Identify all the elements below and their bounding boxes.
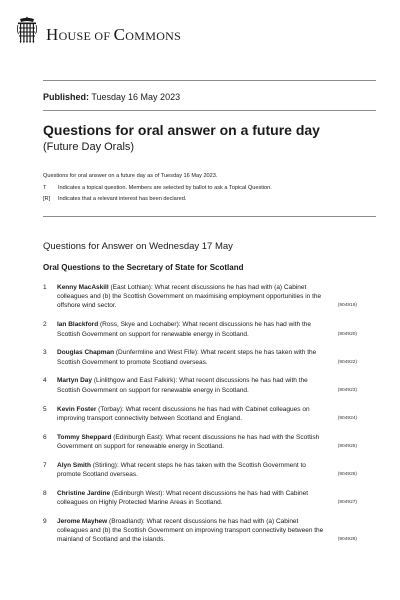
intro-notes	[43, 171, 376, 206]
member-name: Alyn Smith	[57, 461, 91, 469]
published-label: Published:	[43, 92, 90, 102]
question-item	[43, 376, 357, 394]
question-ref: (904923)	[337, 387, 357, 393]
question-text: What recent discussions he has had with the Scottish Government on support for renewable energy in Scotland.	[57, 433, 320, 450]
topical-note	[43, 183, 376, 195]
department-heading: Oral Questions to the Secretary of State for Scotland	[43, 263, 244, 272]
question-number: 9	[43, 517, 47, 525]
question-ref: (904927)	[337, 500, 357, 506]
house-of-commons-title	[46, 25, 181, 45]
question-text: What recent discussions he has had with the Scottish Government on support for renewable energy in Scotland.	[57, 321, 312, 338]
member-name: Christine Jardine	[57, 489, 111, 497]
question-item	[43, 461, 357, 479]
question-item	[43, 405, 357, 423]
commons-first-letter: C	[113, 25, 126, 44]
question-ref: (904919)	[337, 303, 357, 309]
intro-line: Questions for oral answer on a future day as of Tuesday 16 May 2023.	[43, 173, 218, 179]
portcullis-icon	[17, 16, 37, 44]
member-name: Tommy Sheppard	[57, 433, 112, 441]
question-ref: (904924)	[337, 415, 357, 421]
member-name: Kevin Foster	[57, 405, 97, 413]
question-number: 2	[43, 321, 47, 329]
question-ref: (904926)	[337, 471, 357, 477]
member-name: Martyn Day	[57, 377, 93, 385]
house-first-letter: H	[46, 25, 59, 44]
house-rest: OUSE OF	[58, 29, 114, 43]
question-number: 7	[43, 461, 47, 469]
question-item	[43, 283, 357, 311]
question-text: What recent discussions he has had with (a) Cabinet colleagues and (b) the Scottish Government on improving transport connectivity between the mainland of Scotland and the islands.	[57, 517, 324, 544]
question-text: What recent discussions he has had with Cabinet colleagues on improving transport connectivity between Scotland and England.	[57, 405, 310, 422]
question-ref: (904928)	[337, 537, 357, 543]
constituency: (Edinburgh East):	[111, 433, 166, 441]
constituency: (East Lothian):	[108, 284, 155, 291]
question-number: 6	[43, 433, 47, 441]
question-number: 4	[43, 377, 47, 385]
question-item	[43, 348, 357, 366]
question-ref: (904922)	[337, 359, 357, 365]
constituency: (Torbay):	[96, 405, 126, 413]
question-item	[43, 517, 357, 545]
questions-list	[43, 283, 357, 554]
divider-intro	[43, 216, 376, 217]
interest-key: [R]	[43, 196, 51, 202]
divider-published	[43, 110, 376, 111]
interest-note	[43, 194, 376, 206]
question-number: 8	[43, 489, 47, 497]
question-item	[43, 433, 357, 451]
commons-rest: OMMONS	[125, 29, 182, 43]
question-number: 5	[43, 405, 47, 413]
constituency: (Broadland):	[107, 517, 147, 525]
member-name: Douglas Chapman	[57, 349, 115, 357]
question-ref: (904925)	[337, 443, 357, 449]
constituency: (Linlithgow and East Falkirk):	[92, 377, 180, 385]
constituency: (Dunfermline and West Fife):	[114, 349, 201, 357]
constituency: (Ross, Skye and Lochaber):	[98, 321, 183, 329]
topical-key: T	[43, 184, 47, 191]
member-name: Jerome Mayhew	[57, 517, 108, 525]
constituency: (Stirling):	[90, 461, 121, 469]
question-text: What recent discussions he has had with (a) Cabinet colleagues and (b) the Scottish Government on maximising employment opportunities in the offshore wind sector.	[57, 284, 322, 310]
topical-text: Indicates a topical question. Members are selected by ballot to ask a Topical Question.	[58, 184, 272, 191]
constituency: (Edinburgh West):	[110, 489, 166, 497]
interest-text: Indicates that a relevant interest has been declared.	[58, 196, 187, 202]
question-item	[43, 489, 357, 507]
question-text: What recent discussions he has had with the Scottish Government on support for renewable energy in Scotland.	[57, 377, 308, 394]
published-line	[43, 92, 180, 102]
question-ref: (904920)	[337, 331, 357, 337]
page-title: Questions for oral answer on a future day	[43, 122, 320, 138]
page-header	[17, 16, 383, 56]
question-number: 3	[43, 349, 47, 357]
question-text: What recent discussions he has had with Cabinet colleagues on Highly Protected Marine Areas in Scotland.	[57, 489, 308, 507]
member-name: Kenny MacAskill	[57, 284, 109, 291]
question-number: 1	[43, 284, 47, 291]
published-date: Tuesday 16 May 2023	[91, 92, 181, 102]
divider-top	[43, 80, 376, 81]
page-subtitle: (Future Day Orals)	[43, 141, 135, 153]
question-item	[43, 320, 357, 338]
question-text: What recent steps he has taken with the Scottish Government to promote Scotland overseas.	[57, 349, 317, 366]
question-text: What recent steps he has taken with the Scottish Government to promote Scotland overseas.	[57, 461, 306, 478]
section-heading: Questions for Answer on Wednesday 17 May	[43, 241, 233, 252]
member-name: Ian Blackford	[57, 321, 99, 329]
